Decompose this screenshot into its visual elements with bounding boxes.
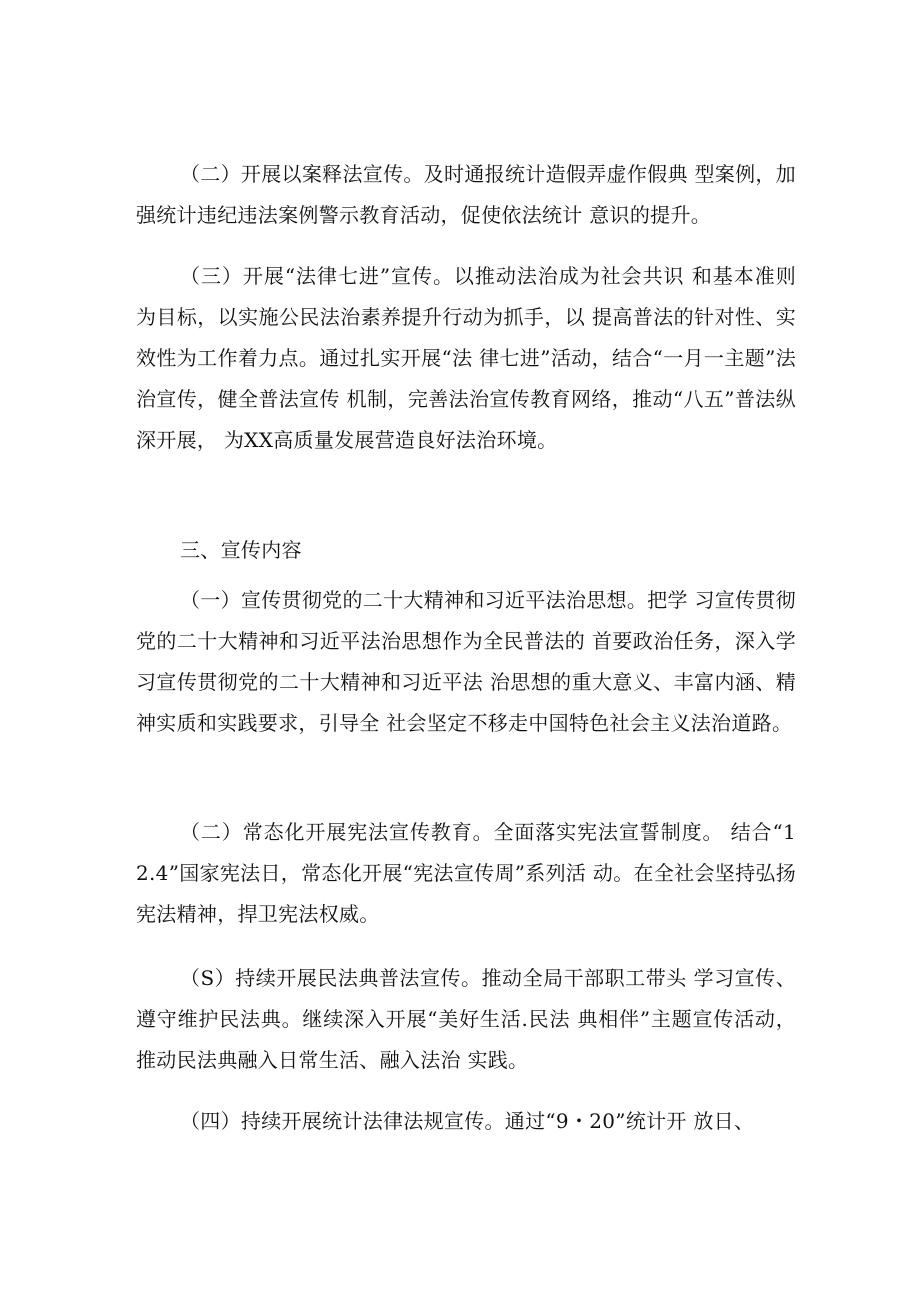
- paragraph-seven-entries: （三）开展“法律七进”宣传。以推动法治成为社会共识 和基本准则为目标，以实施公民法治素养提升行动为抓手，以 提高普法的针对性、实效性为工作着力点。通过扎实开展“法 律七进”活动，结合“一月一主题”法治宣传，健全普法宣传 机制，完善法治宣传教育网络，推动“八五”普法纵深开展， 为XX高质量发展营造良好法治环境。: [136, 264, 796, 452]
- paragraph-statistics-law: （四）持续开展统计法律法规宣传。通过“9・20”统计开 放日、: [180, 1109, 755, 1133]
- paragraph-constitution: （二）常态化开展宪法宣传教育。全面落实宪法宣誓制度。 结合“12.4”国家宪法日，常态化开展“宪法宣传周”系列活 动。在全社会坚持弘扬宪法精神，捍卫宪法权威。: [136, 820, 796, 926]
- paragraph-case-publicity: （二）开展以案释法宣传。及时通报统计造假弄虚作假典 型案例，加强统计违纪违法案例警示教育活动，促使依法统计 意识的提升。: [136, 162, 796, 227]
- paragraph-twentieth-congress: （一）宣传贯彻党的二十大精神和习近平法治思想。把学 习宣传贯彻党的二十大精神和习近平法治思想作为全民普法的 首要政治任务，深入学习宣传贯彻党的二十大精神和习近平法 治思想的重大意义、丰富内涵、精神实质和实践要求，引导全 社会坚定不移走中国特色社会主义法治道路。: [136, 588, 796, 735]
- section-heading-content: 三、宣传内容: [180, 538, 302, 562]
- paragraph-civil-code: （S）持续开展民法典普法宣传。推动全局干部职工带头 学习宣传、遵守维护民法典。继续深入开展“美好生活.民法 典相伴”主题宣传活动，推动民法典融入日常生活、融入法治 实践。: [136, 966, 796, 1072]
